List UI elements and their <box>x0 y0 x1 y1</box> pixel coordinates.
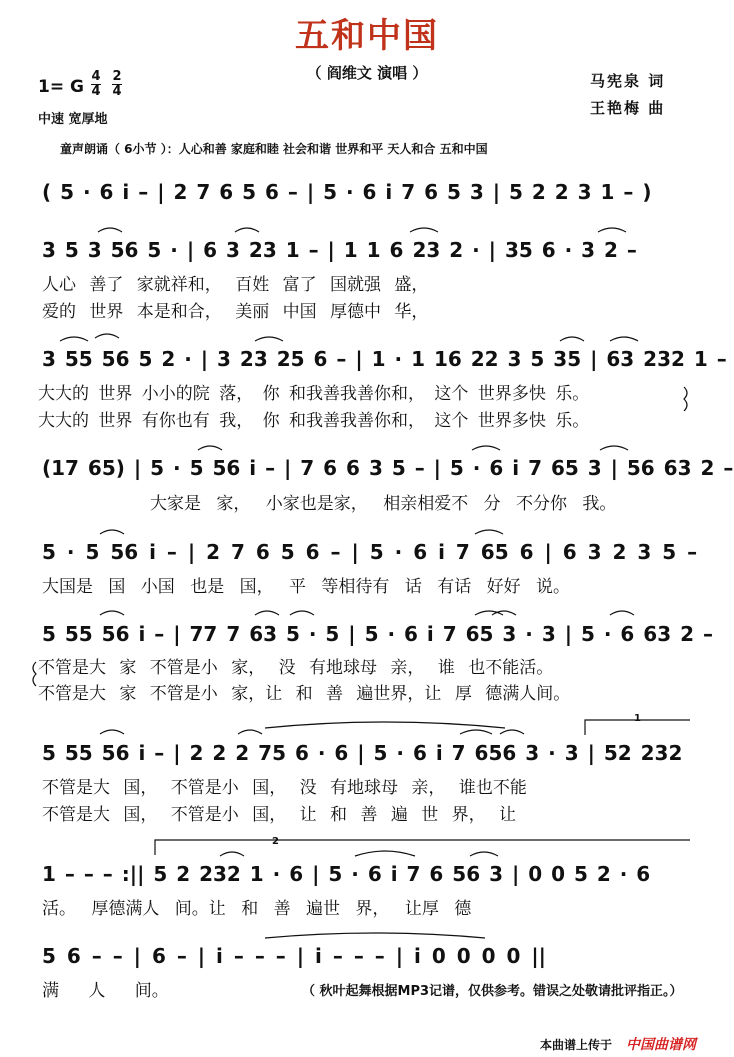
upload-caption: 本曲谱上传于 <box>540 1038 613 1052</box>
lyric-line: 不管是大 家 不管是小 家，让 和 善 遍世界，让 厚 德满人间。 <box>38 684 571 704</box>
slur-mark <box>265 933 485 938</box>
composer: 王艳梅 曲 <box>590 99 666 117</box>
slur-mark <box>238 730 262 734</box>
performer-credit: （ 阎维文 演唱 ） <box>306 64 428 82</box>
slur-mark <box>610 337 638 341</box>
notation-row: ( 5 · 6 i – | 2 7 6 5 6 – | 5 · 6 i 7 6 5 3 | 5 2 2 3 1 – ) <box>42 180 652 204</box>
slur-mark <box>472 446 500 450</box>
slur-mark <box>475 530 503 534</box>
transcription-note: （ 秋叶起舞根据MP3记谱，仅供参考。错误之处敬请批评指正。） <box>302 984 683 999</box>
slur-mark <box>98 228 122 232</box>
slur-mark <box>460 730 492 734</box>
slur-mark <box>235 228 259 232</box>
time-sig-top: 2 <box>112 69 122 84</box>
lyric-line: 大国是 国 小国 也是 国， 平 等相待有 话 有话 好好 说。 <box>42 577 571 597</box>
slur-mark <box>100 530 124 534</box>
lyric-line: 大家是 家， 小家也是家， 相亲相爱不 分 不分你 我。 <box>150 494 617 514</box>
key-signature: 1= G <box>38 77 84 97</box>
slur-mark <box>410 228 438 232</box>
slur-mark <box>100 730 124 734</box>
slur-mark <box>560 337 584 341</box>
slur-mark <box>500 730 524 734</box>
notation-row: 3 5 3 56 5 · | 6 3 23 1 – | 1 1 6 23 2 · | 35 6 · 3 2 – <box>42 238 637 262</box>
lyric-line: 不管是大 国， 不管是小 国， 没 有地球母 亲， 谁也不能 <box>42 778 527 798</box>
notation-row: 5 · 5 56 i – | 2 7 6 5 6 – | 5 · 6 i 7 65 6 | 6 3 2 3 5 – <box>42 540 698 564</box>
slur-mark <box>60 337 88 341</box>
lyric-line: 人心 善了 家就祥和， 百姓 富了 国就强 盛， <box>42 275 429 295</box>
slur-mark <box>198 446 222 450</box>
intro-recitation: 童声朗诵（ 6小节 ）：人心和善 家庭和睦 社会和谐 世界和平 天人和合 五和中国 <box>60 142 488 156</box>
slur-mark <box>600 446 628 450</box>
song-title: 五和中国 <box>295 16 439 56</box>
slur-mark <box>95 334 119 338</box>
slur-mark <box>100 611 124 615</box>
slur-mark <box>290 611 314 615</box>
time-sig-top: 4 <box>91 69 101 84</box>
lyric-line: 大大的 世界 有你也有 我， 你 和我善我善你和， 这个 世界多快 乐。 <box>38 411 590 431</box>
brace-mark <box>33 662 36 686</box>
slur-mark <box>598 228 626 232</box>
slur-mark <box>610 611 634 615</box>
brace-mark <box>684 387 687 411</box>
slur-mark <box>255 337 283 341</box>
notation-row: 5 55 56 i – | 2 2 2 75 6 · 6 | 5 · 6 i 7 656 3 · 3 | 52 232 <box>42 741 683 765</box>
notation-row: 3 55 56 5 2 · | 3 23 25 6 – | 1 · 1 16 22 3 5 35 | 63 232 1 – <box>42 347 727 371</box>
notation-row: (17 65) | 5 · 5 56 i – | 7 6 6 3 5 – | 5 · 6 i 7 65 3 | 56 63 2 – <box>42 456 734 480</box>
volta-bracket-1 <box>585 720 690 735</box>
slur-mark <box>470 852 498 856</box>
lyricist: 马宪泉 词 <box>590 72 666 90</box>
lyric-line: 不管是大 国， 不管是小 国， 让 和 善 遍 世 界， 让 <box>42 805 517 825</box>
tempo-marking: 中速 宽厚地 <box>38 112 108 127</box>
slur-mark <box>220 852 244 856</box>
time-sig-bottom: 4 <box>112 84 122 99</box>
slur-mark <box>265 722 505 728</box>
lyric-line: 不管是大 家 不管是小 家， 没 有地球母 亲， 谁 也不能活。 <box>38 658 554 678</box>
lyric-line: 大大的 世界 小小的院 落， 你 和我善我善你和， 这个 世界多快 乐。 <box>38 384 590 404</box>
notation-row: 1 – – – :|| 5 2 232 1 · 6 | 5 · 6 i 7 6 56 3 | 0 0 5 2 · 6 <box>42 862 651 886</box>
notation-row: 5 6 – – | 6 – | i – – – | i – – – | i 0 0 0 0 || <box>42 944 546 968</box>
slur-mark <box>355 851 415 856</box>
slur-mark <box>255 611 279 615</box>
lyric-line: 满 人 间。 <box>42 981 169 1001</box>
lyric-line: 活。 厚德满人 间。让 和 善 遍世 界， 让厚 德 <box>42 899 472 919</box>
time-sig-bottom: 4 <box>91 84 101 99</box>
site-logo: 中国曲谱网 <box>626 1037 696 1053</box>
notation-row: 5 55 56 i – | 77 7 63 5 · 5 | 5 · 6 i 7 65 3 · 3 | 5 · 6 63 2 – <box>42 622 713 646</box>
volta-2-number: 2 <box>272 836 279 847</box>
lyric-line: 爱的 世界 本是和合， 美丽 中国 厚德中 华， <box>42 302 429 322</box>
volta-1-number: 1 <box>634 713 641 724</box>
